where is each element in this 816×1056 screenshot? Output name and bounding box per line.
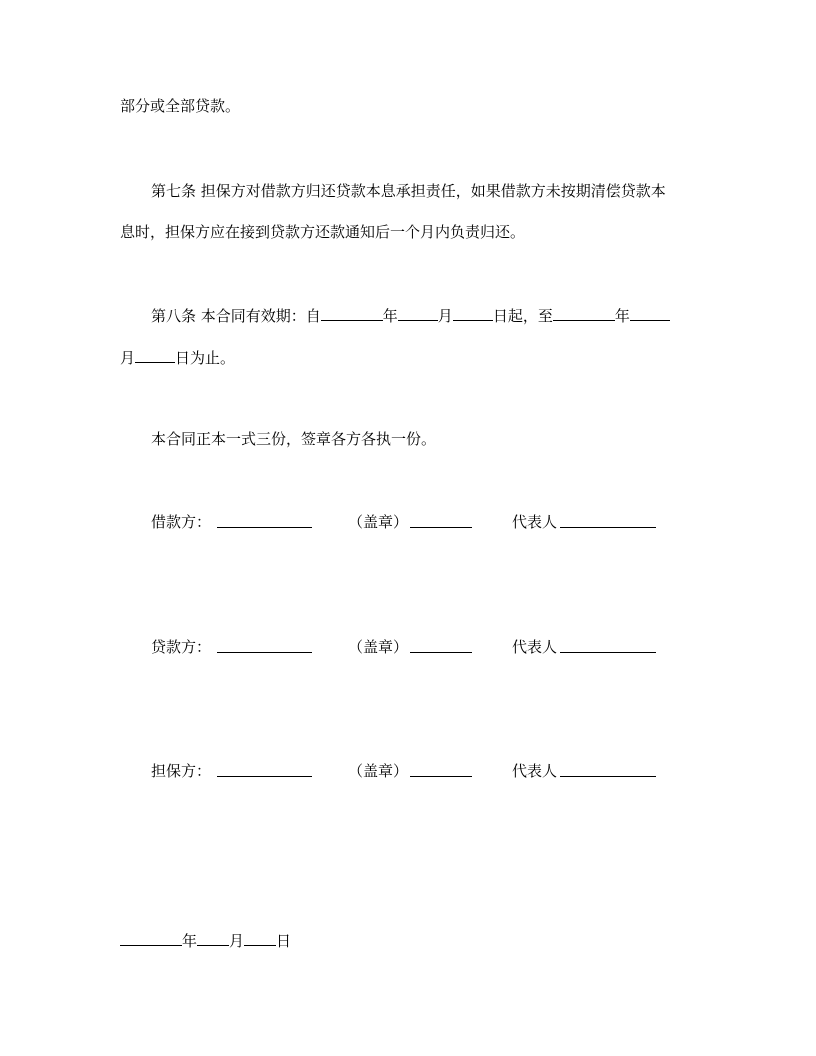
lender-rep-blank[interactable]	[560, 638, 656, 653]
party-label: 借款方：	[151, 513, 212, 531]
month2-label: 月	[120, 349, 136, 367]
party-label: 担保方：	[151, 762, 212, 780]
guarantor-rep-blank[interactable]	[560, 762, 656, 777]
seal-label: （盖章）	[348, 762, 409, 780]
party-label: 贷款方：	[151, 638, 212, 656]
rep-label: 代表人	[512, 513, 558, 531]
paragraph-tail: 部分或全部贷款。	[120, 97, 241, 115]
article-8-line-2	[120, 348, 235, 367]
seal-label: （盖章）	[348, 513, 409, 531]
year2-label: 年	[614, 307, 630, 325]
copies-clause: 本合同正本一式三份，签章各方各执一份。	[151, 430, 437, 448]
start-year-blank[interactable]	[321, 306, 383, 321]
borrower-seal-blank[interactable]	[410, 513, 472, 528]
end-label: 日为止。	[175, 349, 236, 367]
article-7-line-2: 息时，担保方应在接到贷款方还款通知后一个月内负责归还。	[120, 223, 526, 241]
seal-label: （盖章）	[348, 638, 409, 656]
year-label: 年	[382, 307, 398, 325]
borrower-name-blank[interactable]	[217, 513, 312, 528]
date-year-label: 年	[182, 932, 198, 950]
date-line	[120, 931, 291, 950]
lender-seal-blank[interactable]	[410, 638, 472, 653]
end-year-blank[interactable]	[553, 306, 615, 321]
article-7-line-1: 第七条 担保方对借款方归还贷款本息承担责任，如果借款方未按期清偿贷款本	[151, 182, 666, 200]
lender-name-blank[interactable]	[217, 638, 312, 653]
end-day-blank[interactable]	[135, 348, 175, 363]
date-month-label: 月	[229, 932, 245, 950]
date-day-label: 日	[276, 932, 292, 950]
rep-label: 代表人	[512, 762, 558, 780]
start-day-blank[interactable]	[453, 306, 493, 321]
date-month-blank[interactable]	[197, 931, 229, 946]
date-day-blank[interactable]	[244, 931, 276, 946]
article-8-prefix: 第八条 本合同有效期：自	[151, 307, 321, 325]
guarantor-seal-blank[interactable]	[410, 762, 472, 777]
guarantor-name-blank[interactable]	[217, 762, 312, 777]
start-month-blank[interactable]	[398, 306, 438, 321]
rep-label: 代表人	[512, 638, 558, 656]
day-from-label: 日起，至	[492, 307, 553, 325]
end-month-blank-line1[interactable]	[630, 306, 670, 321]
borrower-rep-blank[interactable]	[560, 513, 656, 528]
month-label: 月	[437, 307, 453, 325]
article-8-line-1	[151, 306, 670, 325]
date-year-blank[interactable]	[120, 931, 182, 946]
